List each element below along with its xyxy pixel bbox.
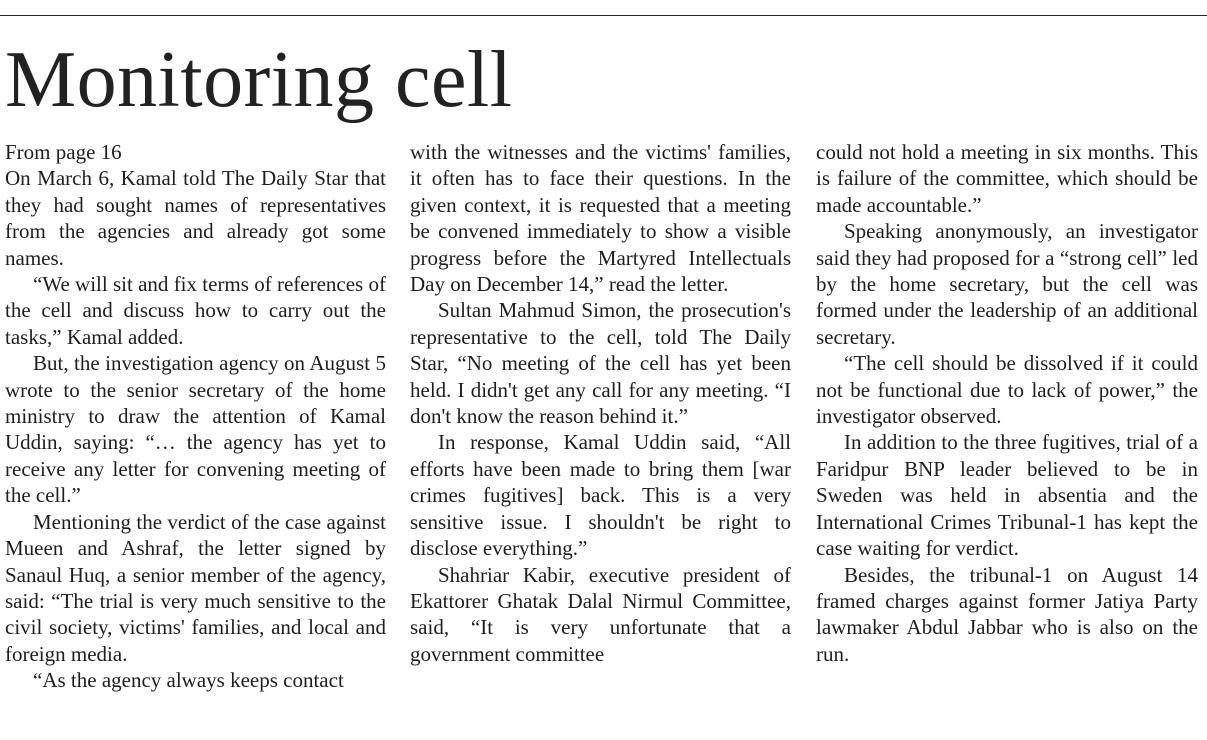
body-paragraph: But, the investigation agency on August 5 wrote to the senior secretary of the home ministry to draw the attention of Kamal Uddin, saying: “… the agency has yet to receive any letter for convening meeting of the cell.” bbox=[5, 351, 386, 508]
body-paragraph: “We will sit and fix terms of references of the cell and discuss how to carry out the tasks,” Kamal added. bbox=[5, 272, 386, 349]
body-paragraph: Shahriar Kabir, executive president of Ekattorer Ghatak Dalal Nirmul Committee, said, “It is very unfortunate that a government committee bbox=[410, 562, 791, 666]
body-paragraph: “The cell should be dissolved if it could not be functional due to lack of power,” the investigator observed. bbox=[816, 351, 1198, 429]
body-paragraph: In addition to the three fugitives, trial of a Faridpur BNP leader believed to be in Sweden was held in absentia and the International Crimes Tribunal-1 has kept the case waiting for verdict. bbox=[816, 430, 1198, 561]
body-paragraph: On March 6, Kamal told The Daily Star that they had sought names of representatives from the agencies and already got some names. bbox=[5, 166, 386, 270]
body-paragraph: “As the agency always keeps contact bbox=[33, 668, 344, 693]
article-column-3 bbox=[816, 139, 1198, 667]
top-rule bbox=[0, 15, 1207, 16]
headline: Monitoring cell bbox=[5, 36, 513, 124]
body-paragraph: Mentioning the verdict of the case against Mueen and Ashraf, the letter signed by Sanaul Huq, a senior member of the agency, said: “The trial is very much sensitive to the civil society, victims' families, and local and foreign media. bbox=[5, 509, 386, 666]
article-column-2 bbox=[410, 139, 791, 667]
body-paragraph: In response, Kamal Uddin said, “All efforts have been made to bring them [war crimes fugitives] back. This is a very sensitive issue. I shouldn't be right to disclose everything.” bbox=[410, 430, 791, 561]
article-column-1 bbox=[5, 139, 386, 694]
body-paragraph: Sultan Mahmud Simon, the prosecution's representative to the cell, told The Daily Star, “No meeting of the cell has yet been held. I didn't get any call for any meeting. “I don't know the reason behind it.” bbox=[410, 298, 791, 429]
jump-line: From page 16 bbox=[5, 140, 122, 164]
body-paragraph: could not hold a meeting in six months. This is failure of the committee, which should be made accountable.” bbox=[816, 140, 1198, 217]
body-paragraph: with the witnesses and the victims' families, it often has to face their questions. In the given context, it is requested that a meeting be convened immediately to show a visible progress before the Martyred Intellectuals Day on December 14,” read the letter. bbox=[410, 140, 791, 297]
body-paragraph: Speaking anonymously, an investigator said they had proposed for a “strong cell” led by the home secretary, but the cell was formed under the leadership of an additional secretary. bbox=[816, 219, 1198, 349]
body-paragraph: Besides, the tribunal-1 on August 14 framed charges against former Jatiya Party lawmaker Abdul Jabbar who is also on the run. bbox=[816, 562, 1198, 666]
